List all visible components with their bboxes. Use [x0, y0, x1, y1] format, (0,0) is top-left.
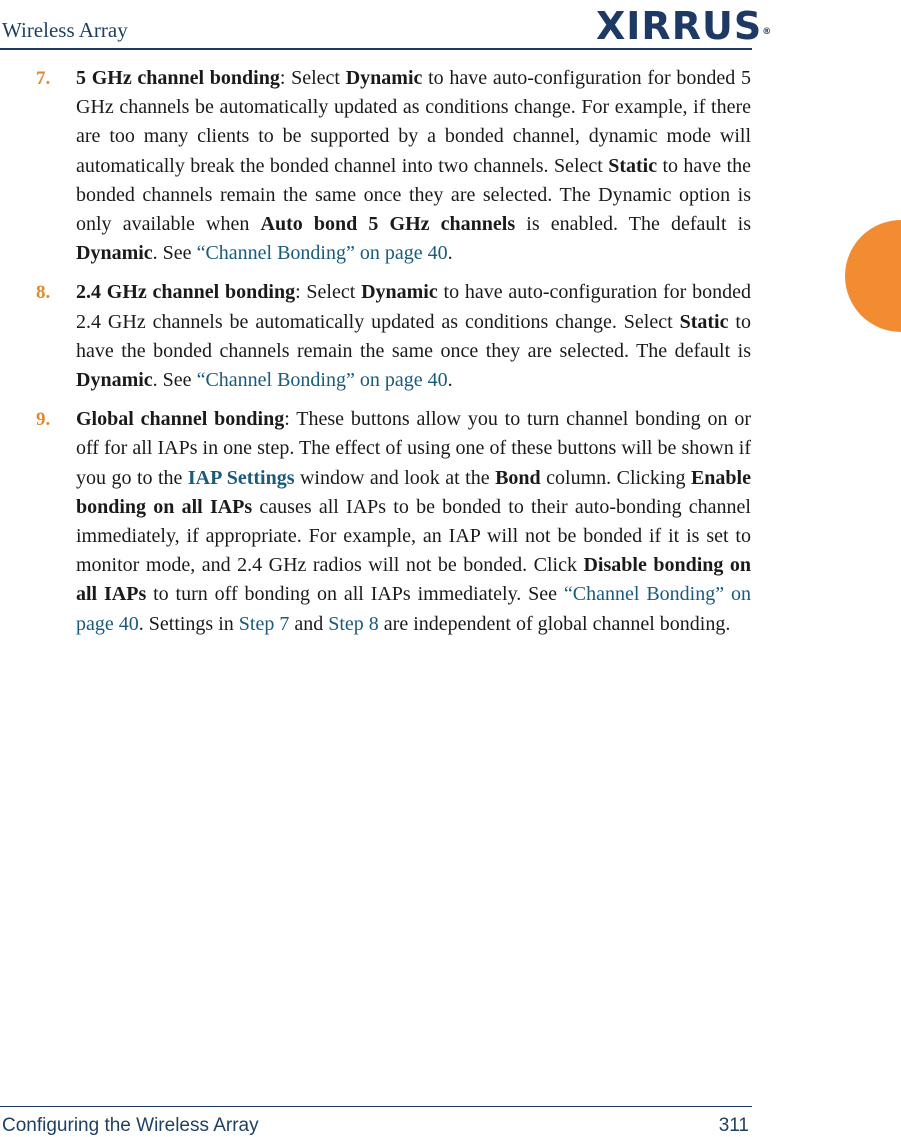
body-text: to have the bonded channels remain the same once they are selected. The default is	[76, 310, 751, 362]
footer-divider	[0, 1106, 752, 1107]
list-item-step-7	[36, 64, 751, 268]
body-text: are independent of global channel bonding.	[378, 612, 731, 635]
body-text: .	[447, 369, 453, 392]
bold-term: Dynamic	[76, 369, 153, 392]
body-text: .	[447, 242, 453, 265]
cross-reference-link[interactable]: “Channel Bonding” on page 40	[76, 583, 751, 635]
bold-term: Global channel bonding	[76, 408, 285, 431]
cross-reference-link[interactable]: “Channel Bonding” on page 40	[196, 369, 448, 392]
body-text: to have the bonded channels remain the same once they are selected. The Dynamic option is only available when	[76, 154, 751, 236]
registered-mark: ®	[762, 27, 773, 37]
footer-section-title: Configuring the Wireless Array	[2, 1115, 259, 1136]
body-text: causes all IAPs to be bonded to their auto-bonding channel immediately, if appropriate. For example, an IAP will not be bonded if it is set to monitor mode, and 2.4 GHz radios will not be bonded. Click	[76, 495, 751, 577]
step-paragraph	[76, 64, 751, 268]
body-text: is enabled. The default is	[515, 213, 751, 236]
step-paragraph	[76, 278, 751, 395]
step-number: 9.	[36, 409, 51, 431]
list-item-step-9	[36, 405, 751, 639]
bold-term: Enable bonding on all IAPs	[76, 466, 751, 518]
running-header-title: Wireless Array	[2, 18, 128, 42]
cross-reference-link[interactable]: Step 8	[328, 612, 379, 635]
body-text: : Select	[279, 67, 346, 89]
document-body	[36, 64, 751, 649]
body-text: : These buttons allow you to turn channel bonding on or off for all IAPs in one step. The effect of using one of these buttons will be shown if you go to the	[76, 408, 751, 489]
body-text: . Settings in	[138, 612, 239, 635]
body-text: to have auto-configuration for bonded 2.4 GHz channels be automatically updated as conditions change. Select	[76, 281, 751, 333]
body-text: column. Clicking	[540, 466, 691, 489]
body-text: . See	[152, 242, 197, 265]
cross-reference-link[interactable]: IAP Settings	[187, 466, 295, 489]
bold-term: 2.4 GHz channel bonding	[76, 281, 296, 304]
body-text: to have auto-configuration for bonded 5 GHz channels be automatically updated as conditions change. For example, if there are too many clients to be supported by a bonded channel, dynamic mode will automatically break the bonded channel into two channels. Select	[76, 67, 751, 177]
body-text: window and look at the	[294, 466, 496, 489]
step-number: 7.	[36, 68, 51, 89]
header-divider	[0, 48, 752, 50]
body-text: . See	[152, 369, 197, 392]
body-text: : Select	[295, 281, 362, 304]
body-text: and	[289, 612, 329, 635]
bold-term: Dynamic	[76, 242, 153, 265]
bold-term: Disable bonding on all IAPs	[76, 554, 751, 606]
chapter-tab-marker	[845, 220, 901, 332]
cross-reference-link[interactable]: Step 7	[238, 612, 290, 635]
cross-reference-link[interactable]: “Channel Bonding” on page 40	[196, 242, 448, 265]
bold-term: 5 GHz channel bonding	[76, 67, 280, 89]
bold-term: Bond	[495, 466, 541, 489]
xirrus-logo	[596, 6, 772, 46]
list-item-step-8	[36, 278, 751, 395]
bold-term: Dynamic	[361, 281, 438, 304]
bold-term: Static	[679, 310, 729, 333]
bold-term: Auto bond 5 GHz channels	[260, 213, 516, 236]
page-number: 311	[718, 1115, 749, 1136]
step-paragraph	[76, 405, 751, 639]
bold-term: Dynamic	[345, 67, 423, 89]
step-number: 8.	[36, 282, 51, 304]
logo-text: XIRRUS	[596, 4, 763, 48]
bold-term: Static	[608, 154, 658, 177]
body-text: to turn off bonding on all IAPs immediately. See	[146, 583, 564, 606]
